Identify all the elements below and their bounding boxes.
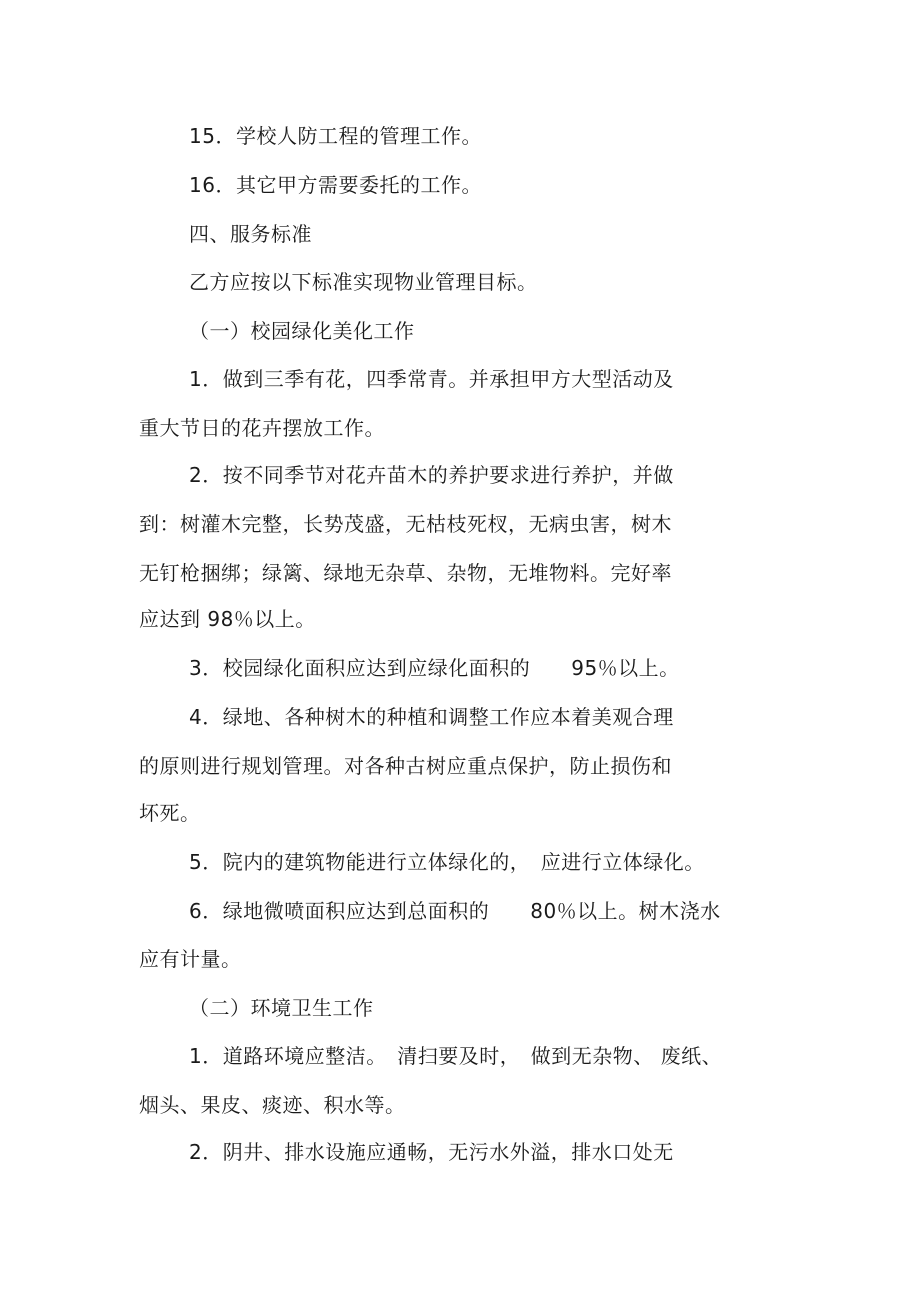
greening-item-4-line-1: 4．绿地、各种树木的种植和调整工作应本着美观合理: [189, 705, 674, 729]
intro-paragraph-line: 乙方应按以下标准实现物业管理目标。: [189, 270, 538, 294]
greening-item-2-line-1: 2．按不同季节对花卉苗木的养护要求进行养护，并做: [189, 463, 674, 487]
subsection-heading-greening: （一）校园绿化美化工作: [189, 319, 415, 343]
greening-item-2-line-4: 应达到 98％以上。: [139, 607, 316, 631]
greening-item-4-line-3: 坏死。: [139, 801, 201, 825]
greening-item-2-line-2: 到：树灌木完整，长势茂盛，无枯枝死杈，无病虫害，树木: [139, 512, 672, 536]
greening-item-6-line-2: 应有计量。: [139, 947, 242, 971]
sanitation-item-1-line-1: 1．道路环境应整洁。 清扫要及时， 做到无杂物、 废纸、: [189, 1044, 723, 1068]
greening-item-5-line: 5．院内的建筑物能进行立体绿化的， 应进行立体绿化。: [189, 850, 705, 874]
item-16-line: 16．其它甲方需要委托的工作。: [189, 173, 482, 197]
greening-item-6-line-1: 6．绿地微喷面积应达到总面积的 80％以上。树木浇水: [189, 899, 721, 923]
section-heading-service-standards: 四、服务标准: [189, 222, 312, 246]
greening-item-2-line-3: 无钉枪捆绑；绿篱、绿地无杂草、杂物，无堆物料。完好率: [139, 561, 672, 585]
greening-item-1-line-1: 1．做到三季有花，四季常青。并承担甲方大型活动及: [189, 367, 674, 391]
greening-item-3-line: 3．校园绿化面积应达到应绿化面积的 95％以上。: [189, 656, 680, 680]
item-15-line: 15．学校人防工程的管理工作。: [189, 124, 482, 148]
greening-item-4-line-2: 的原则进行规划管理。对各种古树应重点保护，防止损伤和: [139, 754, 672, 778]
greening-item-1-line-2: 重大节日的花卉摆放工作。: [139, 416, 385, 440]
subsection-heading-sanitation: （二）环境卫生工作: [189, 996, 374, 1020]
sanitation-item-1-line-2: 烟头、果皮、痰迹、积水等。: [139, 1093, 406, 1117]
sanitation-item-2-line-1: 2．阴井、排水设施应通畅，无污水外溢，排水口处无: [189, 1140, 674, 1164]
